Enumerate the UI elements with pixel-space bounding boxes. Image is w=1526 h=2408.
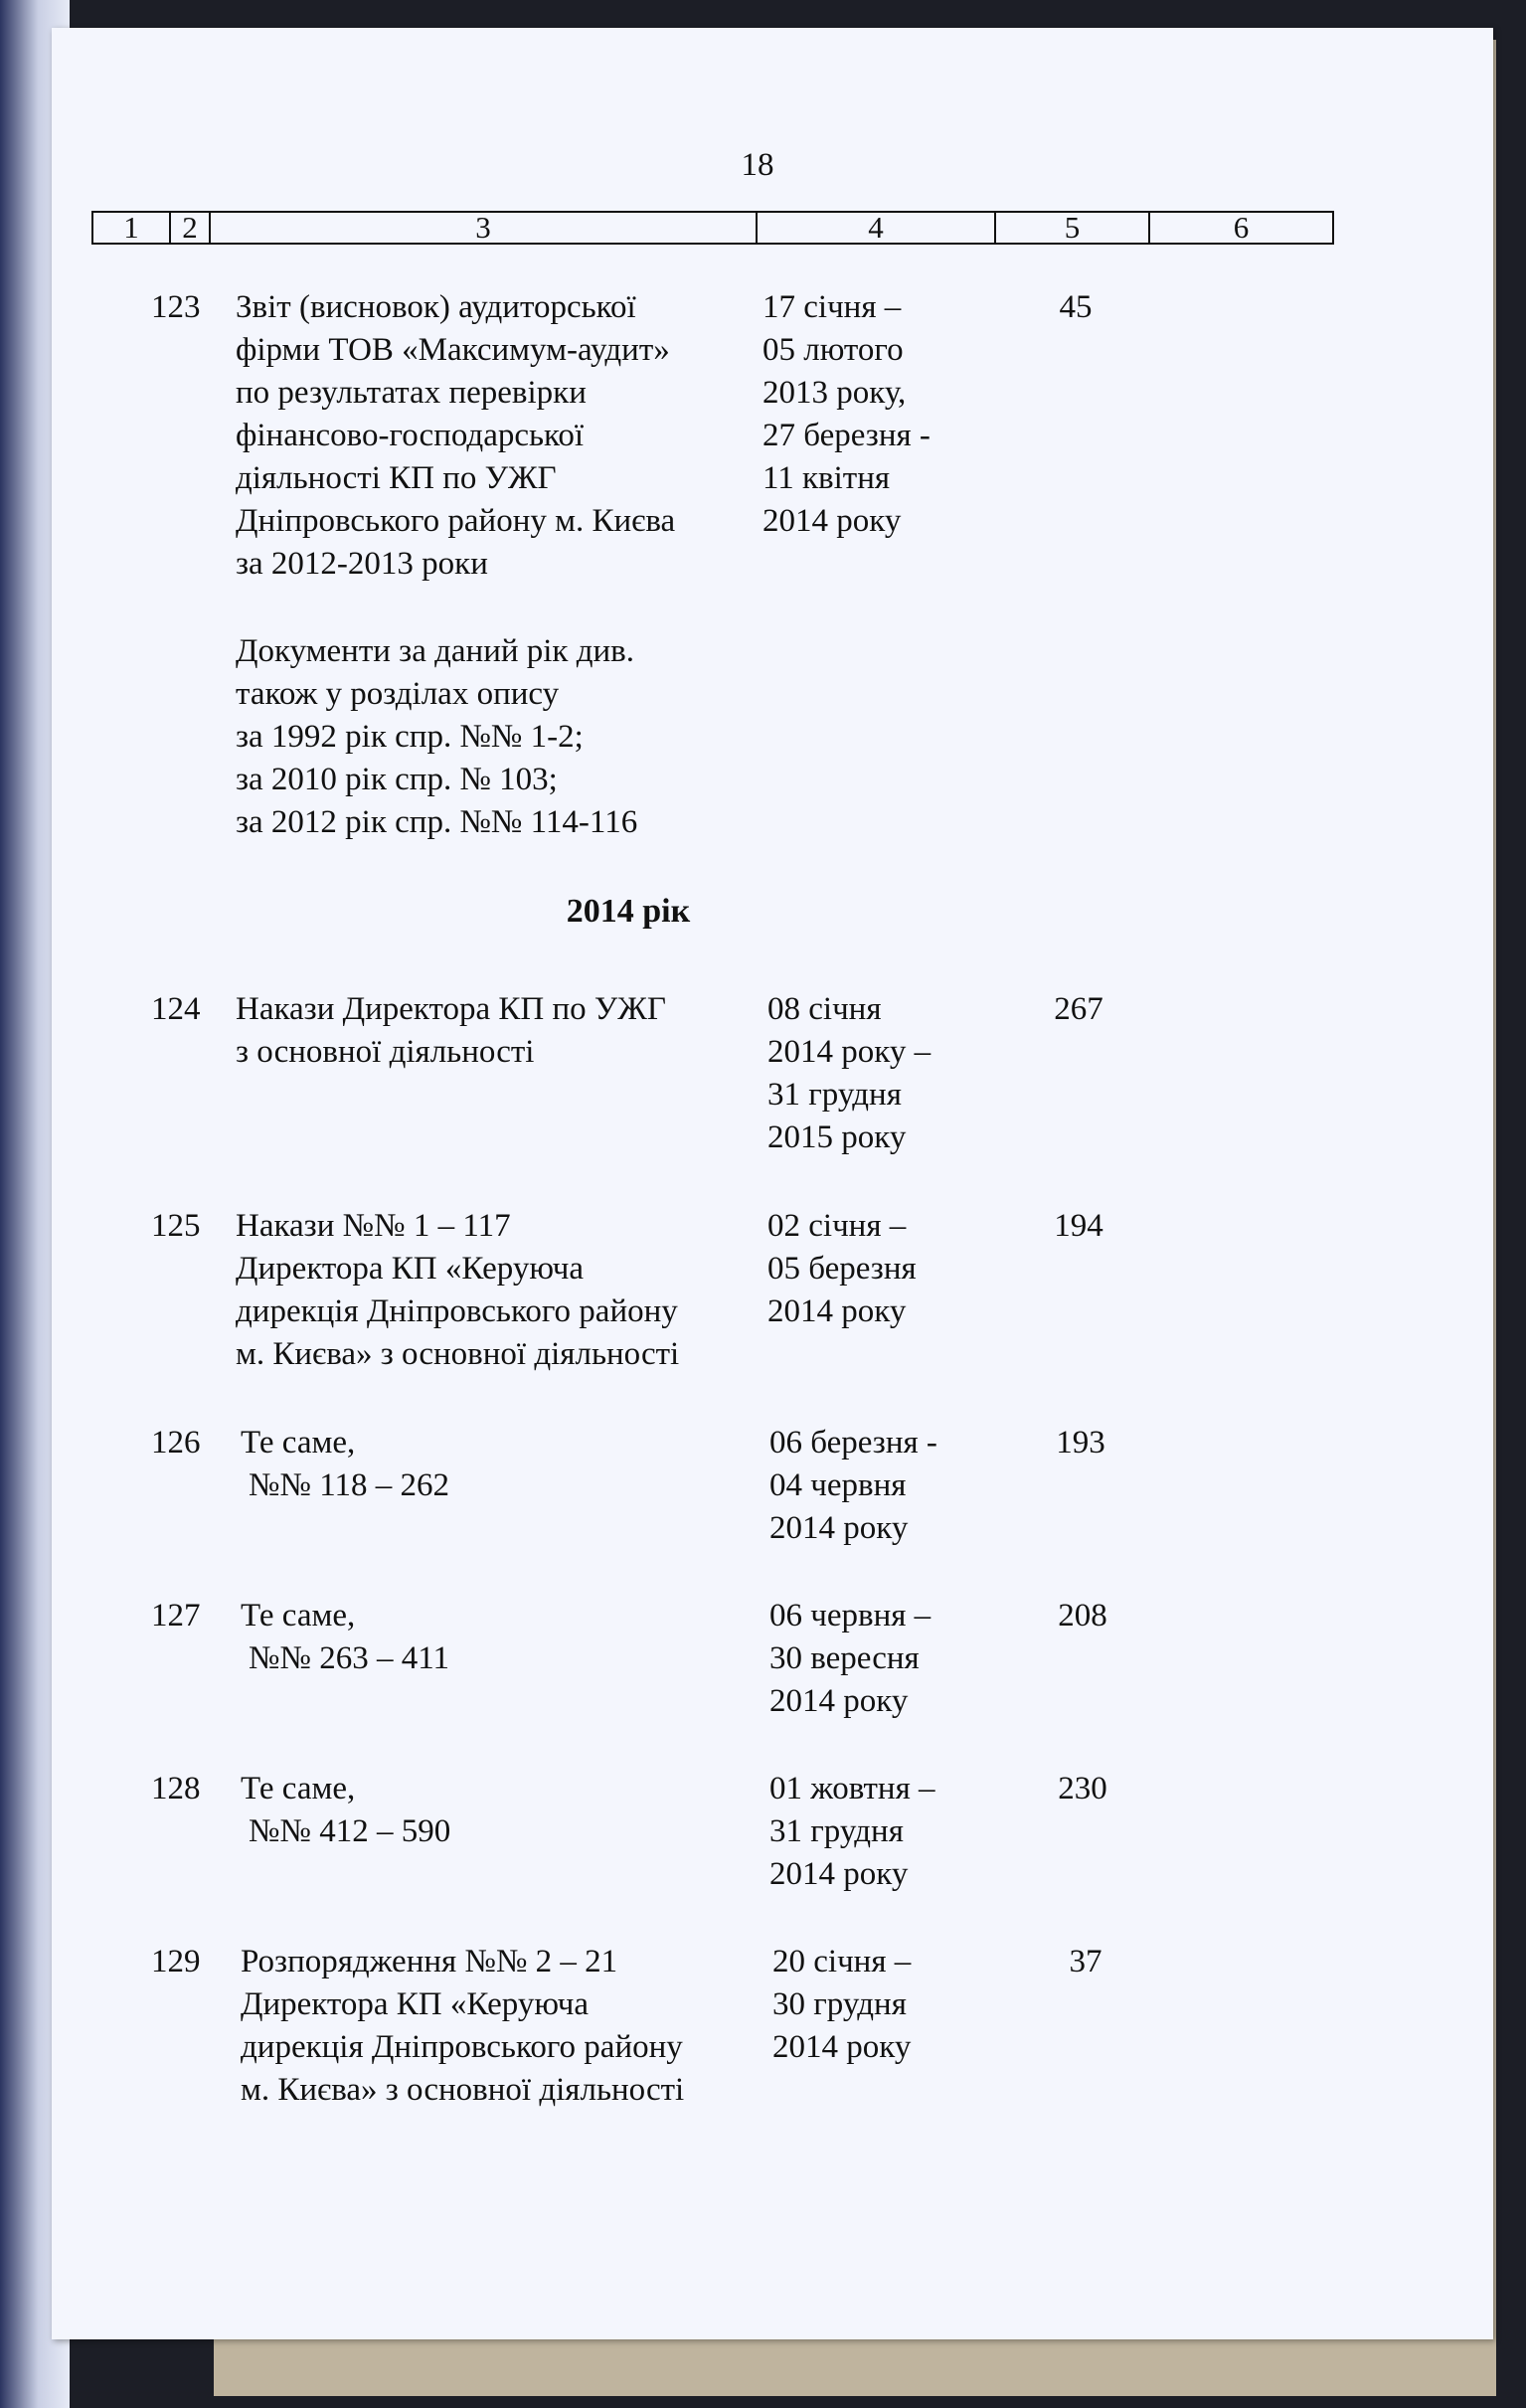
entry-dates: 20 січня – 30 грудня 2014 року bbox=[772, 1944, 912, 2065]
page-number: 18 bbox=[741, 147, 774, 183]
entry-title: Звіт (висновок) аудиторської фірми ТОВ «Максимум-аудит» по результатах перевірки фінансово-господарської діяльності КП по УЖГ Дніпровського району м. Києва за 2012-2013 роки bbox=[236, 289, 676, 582]
entry-sheets: 37 bbox=[1069, 1944, 1102, 1979]
document-page: 18 1 2 3 4 5 6 123 Звіт (висновок) аудиторської фірми ТОВ «Максимум-аудит» по результатах перевірки фінансово-господарської діяльності КП по УЖГ Дніпровського району м. Києва за 2012-2013 роки 17 січня – 05 лютого 2013 року, 27 березня - 11 квітня 2014 року 45 Документи за даний рік див. також у розділах опису за 1992 рік спр. №№ 1-2; за 2010 рік спр. № 103; за 2012 рік спр. №№ 114-116 2014 рік 124 Накази Директора КП по УЖГ з основної діяльності 08 січня 2014 року – 31 грудня 2015 року 267 125 Накази №№ 1 – 117 Директора КП «Керуюча дирекція Дніпровського району м. Києва» з основної діяльності 02 січня – 05 березня 2014 року 194 126 Те саме, №№ 118 – 262 06 березня - 04 червня 2014 року 193 127 Те саме, №№ 263 – 411 06 червня – 30 вересня 2014 року 208 128 Те саме, №№ 412 – 590 01 жовтня – 31 грудня 2014 року 230 129 Розпорядження №№ 2 – 21 Директора КП «Керуюча дирекція Дніпровського району м. Києва» з основної діяльності 20 січня – 30 грудня 2014 року 37 bbox=[52, 28, 1493, 2339]
entry-number: 126 bbox=[151, 1425, 201, 1461]
column-header-5: 5 bbox=[996, 211, 1150, 245]
entry-title: Розпорядження №№ 2 – 21 Директора КП «Керуюча дирекція Дніпровського району м. Києва» з основної діяльності bbox=[241, 1944, 685, 2108]
entry-number: 124 bbox=[151, 991, 201, 1027]
entry-number: 125 bbox=[151, 1208, 201, 1244]
entry-sheets: 267 bbox=[1054, 991, 1103, 1027]
entry-sheets: 193 bbox=[1056, 1425, 1105, 1461]
entry-dates: 17 січня – 05 лютого 2013 року, 27 березня - 11 квітня 2014 року bbox=[763, 289, 931, 539]
entry-title: Те саме, №№ 263 – 411 bbox=[241, 1598, 449, 1676]
column-header-2: 2 bbox=[171, 211, 211, 245]
entry-dates: 08 січня 2014 року – 31 грудня 2015 року bbox=[767, 991, 932, 1155]
entry-number: 127 bbox=[151, 1598, 201, 1634]
entry-title: Те саме, №№ 118 – 262 bbox=[241, 1425, 449, 1503]
entry-sheets: 45 bbox=[1059, 289, 1093, 325]
column-header-1: 1 bbox=[91, 211, 171, 245]
column-header-3: 3 bbox=[211, 211, 758, 245]
column-header-4: 4 bbox=[758, 211, 996, 245]
entry-dates: 06 березня - 04 червня 2014 року bbox=[769, 1425, 937, 1546]
section-title: 2014 рік bbox=[566, 893, 691, 930]
entry-sheets: 230 bbox=[1058, 1771, 1107, 1806]
entry-dates: 02 січня – 05 березня 2014 року bbox=[767, 1208, 917, 1329]
entry-number: 128 bbox=[151, 1771, 201, 1806]
entry-number: 123 bbox=[151, 289, 201, 325]
entry-title: Те саме, №№ 412 – 590 bbox=[241, 1771, 451, 1849]
entry-dates: 06 червня – 30 вересня 2014 року bbox=[769, 1598, 932, 1719]
entry-sheets: 208 bbox=[1058, 1598, 1107, 1634]
entry-sheets: 194 bbox=[1054, 1208, 1103, 1244]
entry-title: Накази №№ 1 – 117 Директора КП «Керуюча дирекція Дніпровського району м. Києва» з основної діяльності bbox=[236, 1208, 680, 1372]
column-header-6: 6 bbox=[1150, 211, 1334, 245]
entry-number: 129 bbox=[151, 1944, 201, 1979]
entry-title: Накази Директора КП по УЖГ з основної діяльності bbox=[236, 991, 666, 1070]
entry-dates: 01 жовтня – 31 грудня 2014 року bbox=[769, 1771, 935, 1892]
